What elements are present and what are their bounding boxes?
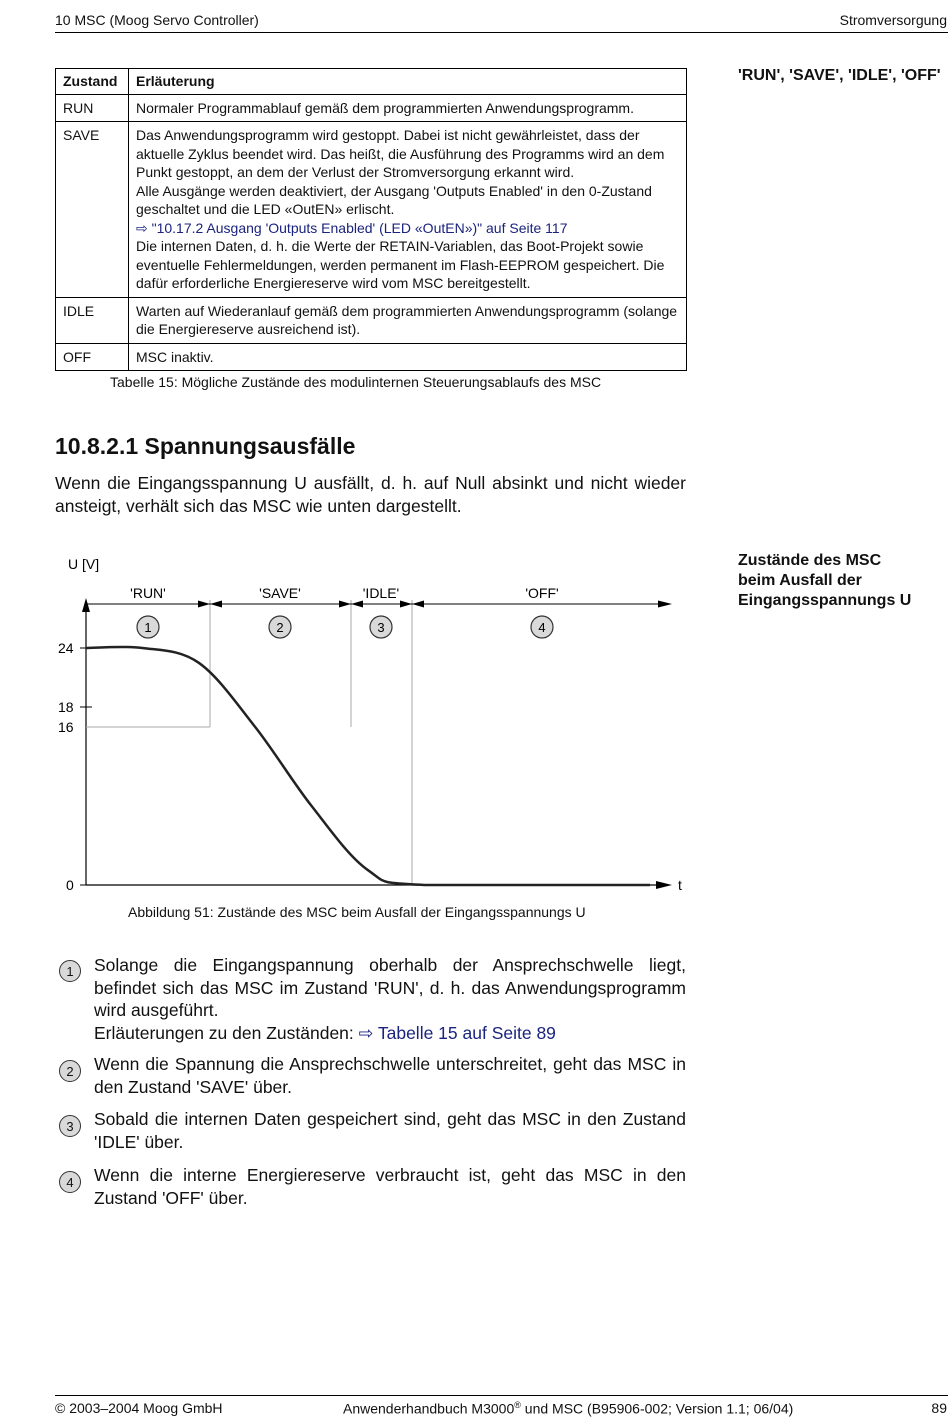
save-text-c: Die internen Daten, d. h. die Werte der RETAIN-Variablen, das Boot-Projekt sowie eventuelle Fehlermeldungen, werden permanent im Flash-EEPROM gespeichert. Die dafür erforderliche Energiereserve wird vom MSC bereitgestellt. (136, 238, 665, 291)
save-text-a: Das Anwendungsprogramm wird gestoppt. Dabei ist nicht gewährleistet, dass der aktuelle Zyklus beendet wird. Das heißt, die Ausführung des Programms wird an dem Punkt gestoppt, an dem der Verlust der Stromversorgung erkannt wird. (136, 127, 665, 180)
phase-label-save: 'SAVE' (259, 585, 301, 601)
table-row (56, 343, 687, 371)
item-number: 1 (59, 960, 81, 982)
footer-manual (343, 1400, 793, 1417)
marker-label: 4 (538, 620, 546, 635)
footer-manual-title: Anwenderhandbuch M3000 (343, 1400, 515, 1417)
state-name: IDLE (56, 297, 129, 343)
side-note-figure-line: beim Ausfall der (738, 572, 862, 589)
footer-manual-version: und MSC (B95906-002; Version 1.1; 06/04) (520, 1400, 794, 1417)
marker-label: 1 (144, 620, 152, 635)
save-text-b: Alle Ausgänge werden deaktiviert, der Ausgang 'Outputs Enabled' in den 0-Zustand geschaltet und die LED «OutEN» erlischt. (136, 182, 652, 217)
footer-copyright: © 2003–2004 Moog GmbH (55, 1400, 223, 1416)
item-number: 2 (59, 1060, 81, 1082)
item-ref-prefix: Erläuterungen zu den Zuständen: (94, 1022, 354, 1043)
voltage-chart (0, 540, 950, 900)
header-section: Stromversorgung (839, 12, 947, 28)
figure-caption: Abbildung 51: Zustände des MSC beim Ausfall der Eingangsspannungs U (128, 904, 586, 920)
side-note-states: 'RUN', 'SAVE', 'IDLE', 'OFF' (738, 67, 941, 84)
item-text: Wenn die Spannung die Ansprechschwelle unterschreitet, geht das MSC in den Zustand 'SAVE' über. (94, 1054, 686, 1097)
state-explanation: Normaler Programmablauf gemäß dem programmierten Anwendungsprogramm. (129, 94, 687, 122)
state-name: RUN (56, 94, 129, 122)
header-chapter: 10 MSC (Moog Servo Controller) (55, 12, 259, 28)
table-row (56, 94, 687, 122)
item-text: Solange die Eingangspannung oberhalb der Ansprechschwelle liegt, befindet sich das MSC im Zustand 'RUN', d. h. das Anwendungsprogramm wird ausgeführt. (94, 955, 686, 1020)
item-1 (94, 954, 686, 1044)
phase-arrow (412, 601, 424, 608)
footer-rule (55, 1395, 948, 1396)
state-name: SAVE (56, 122, 129, 298)
save-xref-link[interactable]: "10.17.2 Ausgang 'Outputs Enabled' (LED «OutEN»)" auf Seite 117 (151, 219, 568, 236)
table-header-state: Zustand (56, 69, 129, 95)
y-tick-label: 0 (66, 877, 74, 893)
item-text: Sobald die internen Daten gespeichert sind, geht das MSC in den Zustand 'IDLE' über. (94, 1109, 686, 1152)
side-note-figure-line: Eingangsspannungs U (738, 592, 912, 609)
item-text: Wenn die interne Energiereserve verbraucht ist, geht das MSC in den Zustand 'OFF' über. (94, 1165, 686, 1208)
footer-page: 89 (931, 1400, 947, 1416)
table-row (56, 297, 687, 343)
phase-arrow (339, 601, 351, 608)
phase-label-run: 'RUN' (130, 585, 166, 601)
y-tick-label: 24 (58, 640, 74, 656)
phase-arrow (210, 601, 222, 608)
table-row (56, 122, 687, 298)
state-name: OFF (56, 343, 129, 371)
marker-label: 3 (377, 620, 385, 635)
phase-label-off: 'OFF' (525, 585, 559, 601)
x-axis-arrow (656, 881, 672, 889)
state-explanation (129, 122, 687, 298)
arrow-right-icon: ⇨ (358, 1022, 378, 1043)
header-rule (55, 32, 948, 33)
x-axis-label: t (678, 877, 682, 893)
phase-arrow (400, 601, 412, 608)
y-axis-label: U [V] (68, 556, 100, 572)
phase-arrow (658, 601, 672, 608)
side-note-figure-line: Zustände des MSC (738, 552, 882, 569)
phase-arrow (198, 601, 210, 608)
phase-label-idle: 'IDLE' (362, 585, 400, 601)
states-table (55, 68, 687, 371)
y-tick-label: 16 (58, 719, 74, 735)
arrow-right-icon: ⇨ (136, 219, 152, 236)
section-title: 10.8.2.1 Spannungsausfälle (55, 433, 356, 459)
section-intro: Wenn die Eingangsspannung U ausfällt, d. h. auf Null absinkt und nicht wieder ansteigt, verhält sich das MSC wie unten dargestellt. (55, 473, 686, 516)
y-tick-label: 18 (58, 699, 74, 715)
state-explanation: MSC inaktiv. (129, 343, 687, 371)
item-number: 3 (59, 1115, 81, 1137)
voltage-curve (86, 647, 650, 885)
footer-registered-mark: ® (514, 1400, 521, 1410)
table-header-row (56, 69, 687, 95)
table-caption: Tabelle 15: Mögliche Zustände des modulinternen Steuerungsablaufs des MSC (110, 374, 602, 390)
save-xref[interactable] (136, 219, 679, 238)
table-header-explanation: Erläuterung (129, 69, 687, 95)
y-axis-arrow (82, 598, 90, 612)
marker-label: 2 (276, 620, 284, 635)
item-number: 4 (59, 1171, 81, 1193)
item-ref-link[interactable]: Tabelle 15 auf Seite 89 (377, 1022, 556, 1043)
phase-arrow (351, 601, 363, 608)
item-ref (94, 1022, 686, 1045)
state-explanation: Warten auf Wiederanlauf gemäß dem programmierten Anwendungsprogramm (solange die Energiereserve ausreichend ist). (129, 297, 687, 343)
